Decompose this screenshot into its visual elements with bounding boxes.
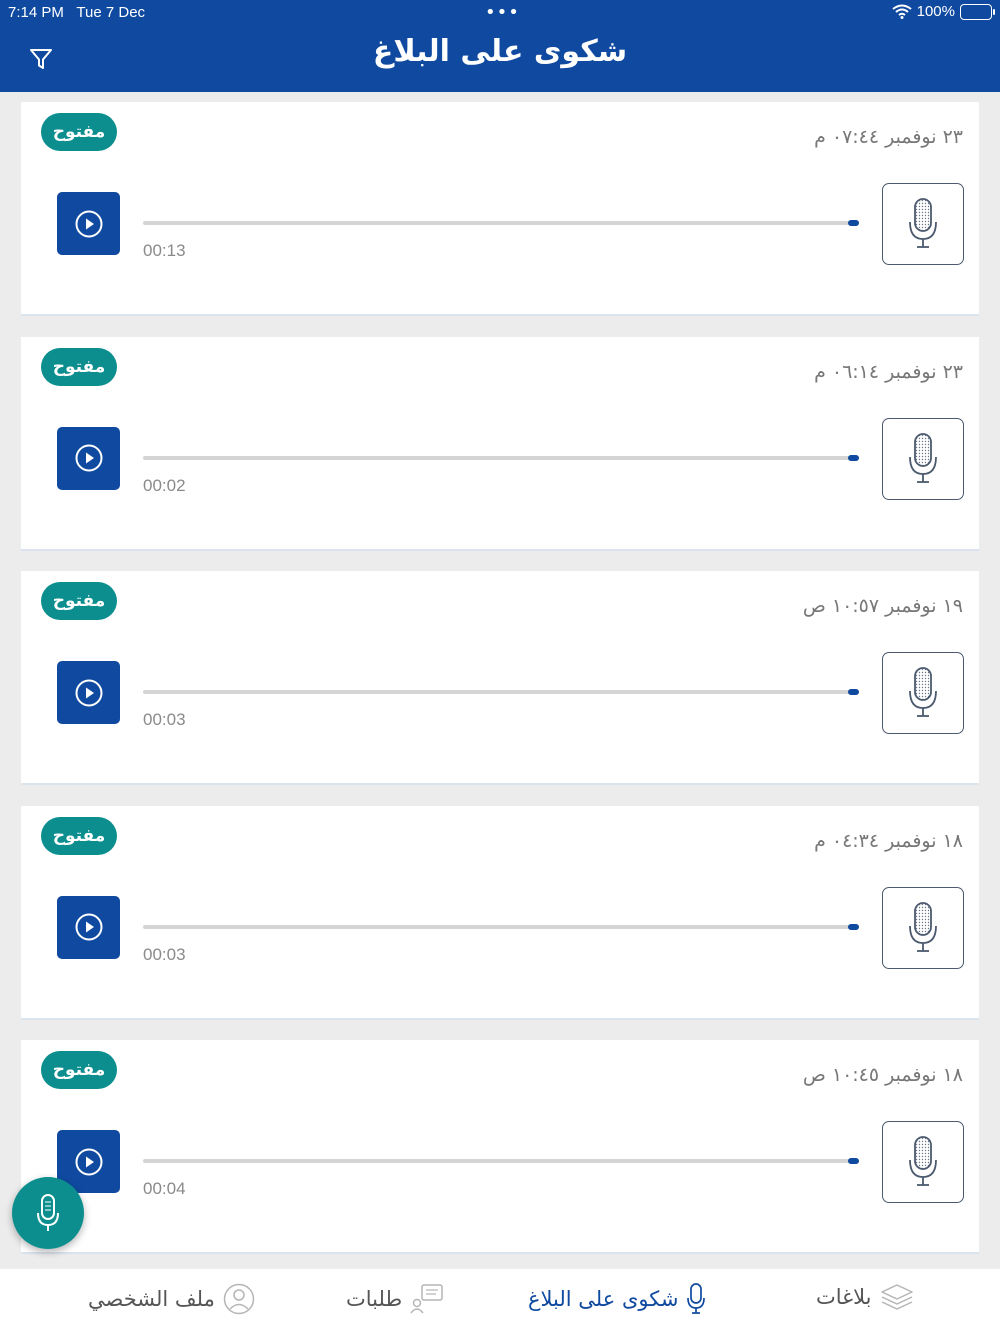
audio-progress-thumb[interactable] [848, 924, 859, 930]
play-button[interactable] [57, 427, 120, 490]
audio-progress-track[interactable] [143, 1159, 859, 1163]
complaint-card[interactable] [21, 337, 979, 551]
complaint-card[interactable] [21, 806, 979, 1020]
voice-note-thumbnail [882, 887, 964, 969]
tab-requests[interactable] [346, 1283, 444, 1315]
status-badge: مفتوح [41, 817, 117, 855]
voice-note-thumbnail [882, 418, 964, 500]
multitasking-dots[interactable]: ••• [485, 2, 520, 23]
audio-progress-track[interactable] [143, 925, 859, 929]
play-icon [74, 678, 104, 708]
status-time: 7:14 PM Tue 7 Dec [8, 4, 146, 21]
audio-progress-thumb[interactable] [848, 220, 859, 226]
audio-progress-thumb[interactable] [848, 455, 859, 461]
requests-icon [410, 1283, 444, 1315]
play-icon [74, 443, 104, 473]
complaint-date: ٢٣ نوفمبر ٠٦:١٤ م [814, 360, 963, 383]
audio-duration: 00:03 [143, 944, 186, 964]
complaint-card[interactable] [21, 102, 979, 316]
complaint-card[interactable] [21, 571, 979, 785]
complaint-list [21, 102, 979, 1275]
complaint-date: ١٩ نوفمبر ١٠:٥٧ ص [802, 595, 963, 617]
bottom-tab-bar [0, 1269, 1000, 1334]
battery-percent: 100% [916, 3, 955, 20]
wifi-icon [892, 4, 912, 19]
status-indicators [892, 3, 992, 20]
microphone-icon [906, 665, 940, 721]
play-icon [74, 912, 104, 942]
play-button[interactable] [57, 896, 120, 959]
complaint-date: ١٨ نوفمبر ١٠:٤٥ ص [802, 1064, 963, 1086]
audio-progress-thumb[interactable] [848, 1158, 859, 1164]
page-title: شكوى على البلاغ [372, 34, 628, 69]
tab-complaints[interactable] [528, 1283, 706, 1315]
audio-progress-track[interactable] [143, 690, 859, 694]
status-badge: مفتوح [41, 348, 117, 386]
play-icon [74, 1147, 104, 1177]
microphone-icon [686, 1283, 706, 1315]
status-badge: مفتوح [41, 113, 117, 151]
tab-profile[interactable] [88, 1283, 255, 1315]
record-button[interactable] [12, 1177, 84, 1249]
status-badge: مفتوح [41, 582, 117, 620]
audio-duration: 00:13 [143, 241, 186, 260]
microphone-icon [906, 431, 940, 487]
status-badge: مفتوح [41, 1051, 117, 1089]
voice-note-thumbnail [882, 183, 964, 265]
tab-label: ملف الشخصي [88, 1287, 215, 1311]
tab-label: شكوى على البلاغ [528, 1287, 679, 1311]
voice-note-thumbnail [882, 652, 964, 734]
audio-duration: 00:03 [143, 710, 186, 729]
complaint-date: ٢٣ نوفمبر ٠٧:٤٤ م [814, 126, 963, 148]
top-header [0, 0, 1000, 92]
play-button[interactable] [57, 192, 120, 255]
user-icon [223, 1283, 255, 1315]
layers-icon [880, 1283, 914, 1311]
complaint-card[interactable] [21, 1040, 979, 1254]
audio-progress-track[interactable] [143, 221, 859, 225]
audio-progress-thumb[interactable] [848, 689, 859, 695]
microphone-icon [906, 900, 940, 956]
tab-reports[interactable] [816, 1283, 914, 1311]
audio-duration: 00:02 [143, 475, 186, 495]
complaint-date: ١٨ نوفمبر ٠٤:٣٤ م [814, 829, 963, 852]
battery-icon [960, 4, 992, 20]
microphone-icon [35, 1193, 61, 1233]
tab-label: بلاغات [816, 1285, 872, 1309]
play-button[interactable] [57, 661, 120, 724]
voice-note-thumbnail [882, 1121, 964, 1203]
microphone-icon [906, 196, 940, 252]
audio-duration: 00:04 [143, 1179, 186, 1198]
microphone-icon [906, 1134, 940, 1190]
audio-progress-track[interactable] [143, 456, 859, 460]
play-icon [74, 209, 104, 239]
tab-label: طلبات [346, 1287, 403, 1311]
